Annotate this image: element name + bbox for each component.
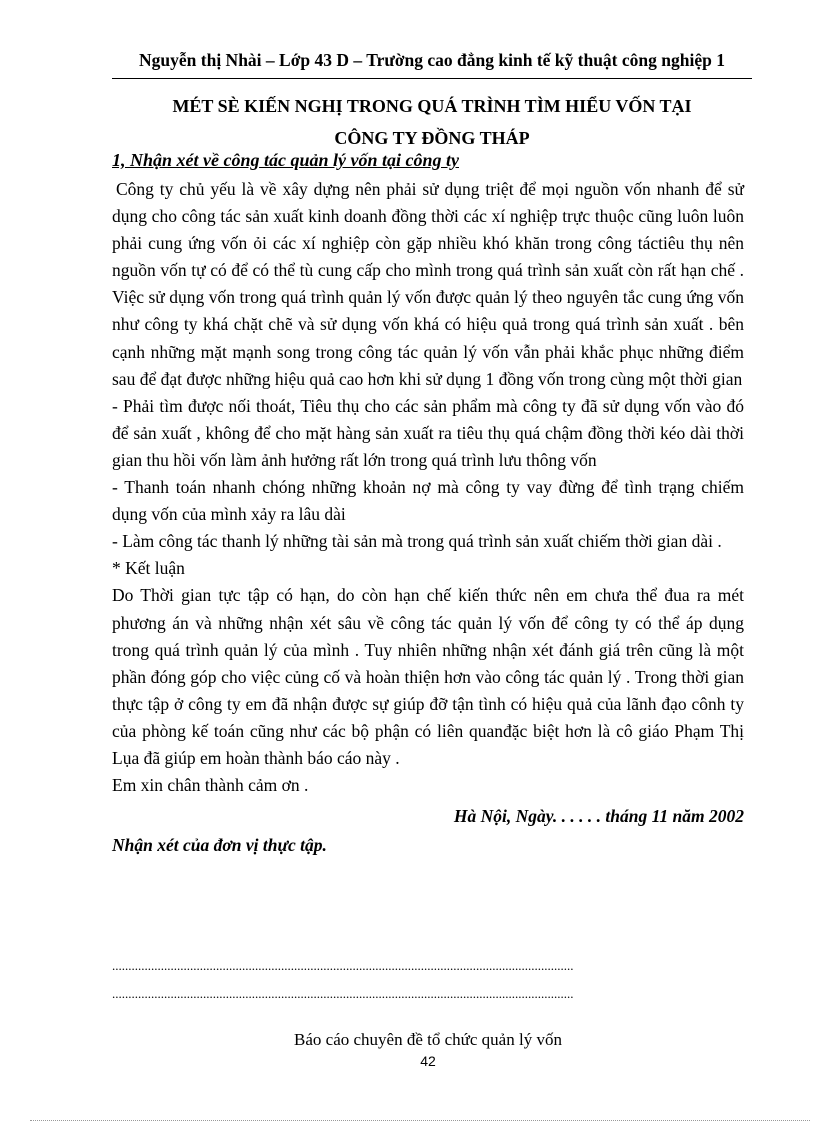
- page-number: 42: [420, 1053, 436, 1069]
- title-line-1: MÉT SÈ KIẾN NGHỊ TRONG QUÁ TRÌNH TÌM HIỂU VỐN TẠI: [172, 96, 692, 116]
- bullet-3: - Làm công tác thanh lý những tài sản mà trong quá trình sản xuất chiếm thời gian dài .: [112, 531, 722, 552]
- footer-text: Báo cáo chuyên đề tổ chức quản lý vốn: [294, 1030, 562, 1049]
- signature-date: Hà Nội, Ngày. . . . . . tháng 11 năm 2002: [453, 806, 744, 827]
- bullet-2: - Thanh toán nhanh chóng những khoản nợ mà công ty vay đừng để tình trạng chiếm dụng vốn của mình xảy ra lâu dài: [112, 477, 744, 525]
- document-title: [112, 90, 752, 154]
- dotted-line-2: ..............................................................................................................................................: [112, 986, 574, 1001]
- bullet-1: - Phải tìm được nối thoát, Tiêu thụ cho các sản phẩm mà công ty đã sử dụng vốn vào đó để sản xuất , không để cho mặt hàng sản xuất ra tiêu thụ quá chậm đồng thời kéo dài thời gian thu hồi vốn làm ảnh hưởng rất lớn trong quá trình lưu thông vốn: [112, 395, 744, 470]
- dotted-line-1: ..............................................................................................................................................: [112, 958, 574, 973]
- title-line-2: CÔNG TY ĐỒNG THÁP: [334, 128, 530, 148]
- page-bottom-border: [30, 1120, 810, 1121]
- thanks-line: Em xin chân thành cảm ơn .: [112, 775, 309, 796]
- paragraph-2: Do Thời gian tực tập có hạn, do còn hạn chế kiến thức nên em chưa thể đua ra mét phương án và những nhận xét sâu về công tác quản lý vốn để công ty có thể áp dụng trong quá trình quản lý của mình . Tuy nhiên những nhận xét đánh giá trên cũng là một phần đóng góp cho việc củng cố và hoàn thiện hơn vào công tác quản lý . Trong thời gian thực tập ở công ty em đã nhận được sự giúp đỡ tận tình có hiệu quả của lãnh đạo cônh ty của phòng kế toán cũng như các bộ phận có liên quanđặc biệt hơn là cô giáo Phạm Thị Lụa đã giúp em hoàn thành báo cáo này .: [112, 585, 744, 768]
- unit-comment-label: Nhận xét của đơn vị thực tập.: [112, 835, 327, 856]
- page-header: Nguyễn thị Nhài – Lớp 43 D – Trường cao đẳng kinh tế kỹ thuật công nghiệp 1: [139, 50, 725, 70]
- section-heading: 1, Nhận xét về công tác quản lý vốn tại công ty: [112, 150, 459, 170]
- body-text: [112, 176, 744, 859]
- header-divider: [112, 78, 752, 79]
- paragraph-1: Công ty chủ yếu là về xây dựng nên phải sử dụng triệt để mọi nguồn vốn nhanh để sử dụng cho công tác sản xuất kinh doanh đồng thời các xí nghiệp trực thuộc cũng luôn luôn phải cung ứng vốn ỏi các xí nghiệp còn gặp nhiều khó khăn trong công táctiêu thụ nên nguồn vốn tự có để có thể tù cung cấp cho mình trong quá trình sản xuất còn rất hạn chế . Việc sử dụng vốn trong quá trình quản lý vốn được quản lý theo nguyên tắc cung ứng vốn như công ty khá chặt chẽ và sử dụng vốn khá có hiệu quả trong quá trình sản xuất . bên cạnh những mặt mạnh song trong công tác quản lý vốn vẫn phải khắc phục những điểm sau để đạt được những hiệu quả cao hơn khi sử dụng 1 đồng vốn trong cùng một thời gian: [112, 179, 744, 389]
- conclusion-label: * Kết luận: [112, 558, 185, 579]
